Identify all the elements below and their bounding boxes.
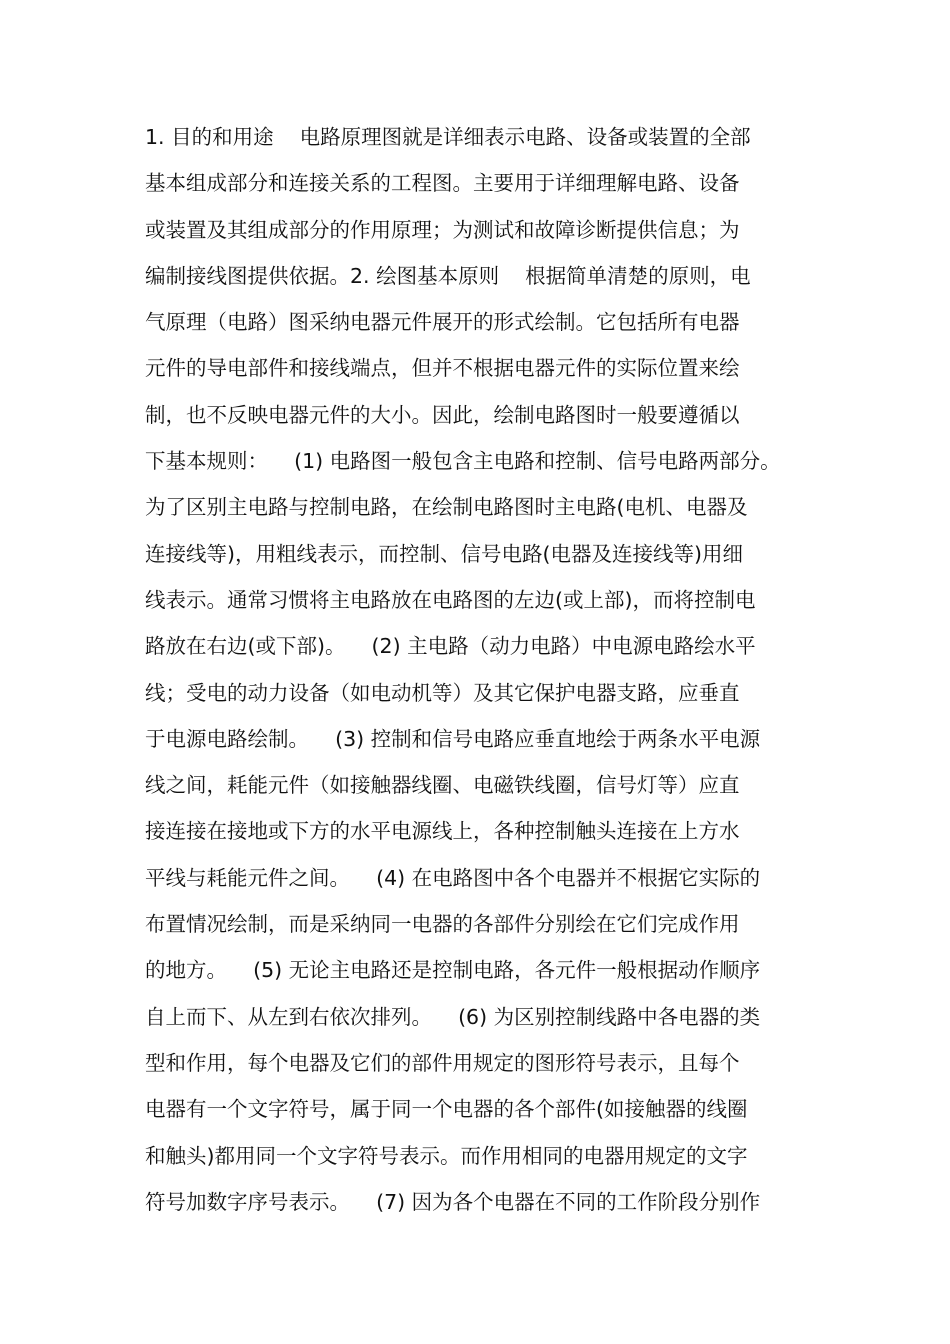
body-text xyxy=(145,114,845,1225)
text-line: 型和作用，每个电器及它们的部件用规定的图形符号表示，且每个 xyxy=(145,1050,740,1075)
text-line: 的地方。 (5) 无论主电路还是控制电路，各元件一般根据动作顺序 xyxy=(145,958,761,983)
text-line: 连接线等)，用粗线表示，而控制、信号电路(电器及连接线等)用细 xyxy=(145,541,743,566)
text-line: 制，也不反映电器元件的大小。因此，绘制电路图时一般要遵循以 xyxy=(145,402,740,427)
text-line: 电器有一个文字符号，属于同一个电器的各个部件(如接触器的线圈 xyxy=(145,1097,748,1122)
text-line: 线；受电的动力设备（如电动机等）及其它保护电器支路，应垂直 xyxy=(145,680,740,705)
text-line: 气原理（电路）图采纳电器元件展开的形式绘制。它包括所有电器 xyxy=(145,310,740,335)
text-line: 为了区别主电路与控制电路，在绘制电路图时主电路(电机、电器及 xyxy=(145,495,748,520)
text-line: 和触头)都用同一个文字符号表示。而作用相同的电器用规定的文字 xyxy=(145,1143,748,1168)
text-line: 于电源电路绘制。 (3) 控制和信号电路应垂直地绘于两条水平电源 xyxy=(145,726,761,751)
text-line: 元件的导电部件和接线端点，但并不根据电器元件的实际位置来绘 xyxy=(145,356,740,381)
text-line: 符号加数字序号表示。 (7) 因为各个电器在不同的工作阶段分别作 xyxy=(145,1189,761,1214)
text-line: 线表示。通常习惯将主电路放在电路图的左边(或上部)，而将控制电 xyxy=(145,587,756,612)
text-line: 1. 目的和用途 电路原理图就是详细表示电路、设备或装置的全部 xyxy=(145,125,751,149)
text-line: 基本组成部分和连接关系的工程图。主要用于详细理解电路、设备 xyxy=(145,171,740,196)
text-line: 编制接线图提供依据。2. 绘图基本原则 根据简单清楚的原则，电 xyxy=(145,263,751,288)
text-line: 线之间，耗能元件（如接触器线圈、电磁铁线圈，信号灯等）应直 xyxy=(145,773,740,798)
text-line: 接连接在接地或下方的水平电源线上，各种控制触头连接在上方水 xyxy=(145,819,740,844)
text-line: 路放在右边(或下部)。 (2) 主电路（动力电路）中电源电路绘水平 xyxy=(145,634,756,659)
text-line: 下基本规则： (1) 电路图一般包含主电路和控制、信号电路两部分。 xyxy=(145,449,781,474)
text-line: 布置情况绘制，而是采纳同一电器的各部件分别绘在它们完成作用 xyxy=(145,912,740,937)
text-line: 自上而下、从左到右依次排列。 (6) 为区别控制线路中各电器的类 xyxy=(145,1004,761,1029)
text-line: 平线与耗能元件之间。 (4) 在电路图中各个电器并不根据它实际的 xyxy=(145,865,761,890)
text-line: 或装置及其组成部分的作用原理；为测试和故障诊断提供信息；为 xyxy=(145,217,740,242)
